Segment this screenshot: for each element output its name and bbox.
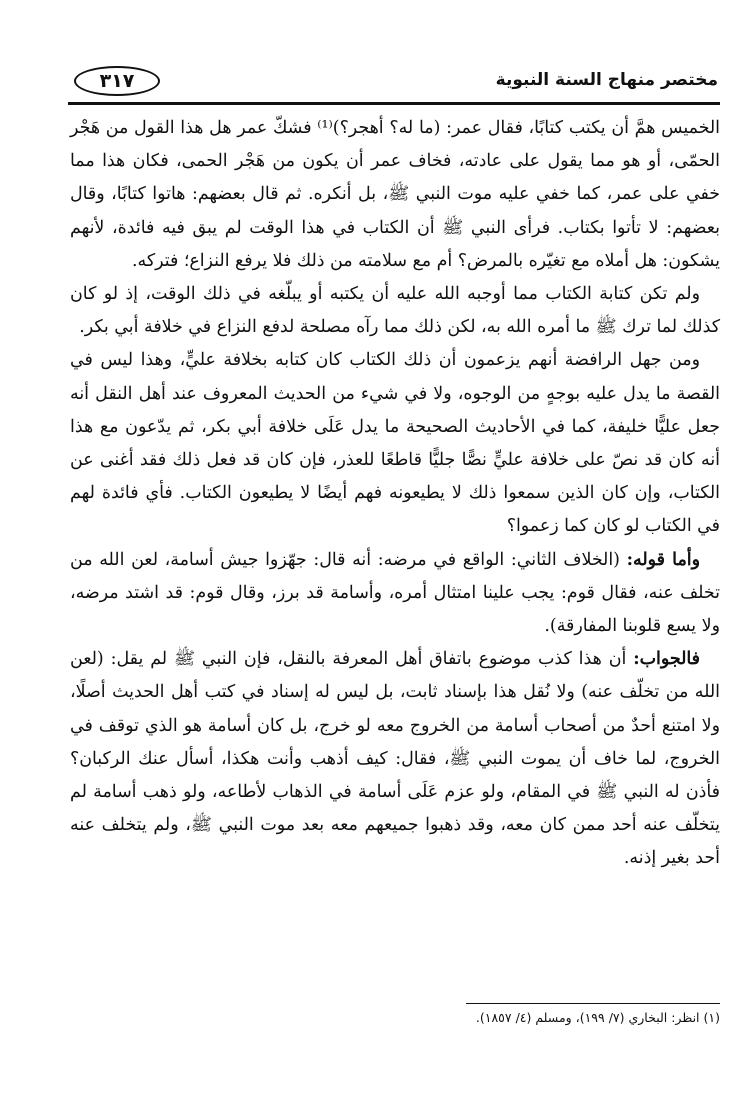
footnote-rule [466,1003,720,1004]
paragraph-text: (الخلاف الثاني: الواقع في مرضه: أنه قال: جهّزوا جيش أسامة، لعن الله من تخلف عنه، فقال قوم: يجب علينا امتثال أمره، وأسامة قد برز، وقال قوم: قد اشتد مرضه، ولا يسع قلوبنا المفارقة). [70,549,720,637]
paragraph-text: أن هذا كذب موضوع باتفاق أهل المعرفة بالنقل، فإن النبي ﷺ لم يقل: (لعن الله من تخلّف عنه) ولا نُقل هذا بإسناد ثابت، بل ليس له إسناد في كتب أهل الحديث أصلًا، ولا امتنع أحدٌ من أصحاب أسامة من الخروج معه لو خرج، بل كان أسامة هو الذي توقف في الخروج، لما خاف أن يموت النبي ﷺ، فقال: كيف أذهب وأنت هكذا، أسأل عنك الركبان؟ فأذن له النبي ﷺ في المقام، ولو عزم عَلَى أسامة في الذهاب لأطاعه، ولو ذهب أسامة لم يتخلّف عنه أحد ممن كان معه، وقد ذهبوا جميعهم معه بعد موت النبي ﷺ، ولم يتخلف عنه أحد بغير إذنه. [70,649,720,869]
book-title: مختصر منهاج السنة النبوية [495,70,718,90]
paragraph [70,278,720,344]
paragraph-lead: وأما قوله: [626,549,700,570]
body-text [70,112,720,876]
paragraph-text: الخميس همَّ أن يكتب كتابًا، فقال عمر: (ما له؟ أهجر؟)⁽¹⁾ فشكّ عمر هل هذا القول من هَجْر الحمّى، أو هو مما يقول على عادته، فخاف عمر أن يكون من هَجْر الحمى، فكان هذا مما خفي على عمر، كما خفي عليه موت النبي ﷺ، بل أنكره. ثم قال بعضهم: هاتوا كتابًا، وقال بعضهم: لا تأتوا بكتاب. فرأى النبي ﷺ أن الكتاب في هذا الوقت لم يبق فيه فائدة، لأنهم يشكون: هل أملاه مع تغيّره بالمرض؟ أم مع سلامته من ذلك فلا يرفع النزاع؛ فتركه. [70,118,720,271]
page-header [70,66,718,102]
paragraph-lead: فالجواب: [633,649,700,670]
paragraph-text: ومن جهل الرافضة أنهم يزعمون أن ذلك الكتاب كان كتابه بخلافة عليٍّ، وهذا ليس في القصة ما يدل عليه بوجهٍ من الوجوه، ولا في شيء من الحديث المعروف عند أهل النقل أنه جعل عليًّا خليفة، كما في الأحاديث الصحيحة ما يدل عَلَى خلافة أبي بكر، ثم يدّعون مع هذا أنه كان قد نصّ على خلافة عليٍّ نصًّا جليًّا قاطعًا للعذر، فإن كان قد فعل ذلك فقد أغنى عن الكتاب، وإن كان الذين سمعوا ذلك لا يطيعونه فهم أيضًا لا يطيعون الكتاب. فأي فائدة لهم في الكتاب لو كان كما زعموا؟ [70,350,720,537]
page-number: ٣١٧ [74,66,160,96]
paragraph [70,643,720,875]
paragraph [70,112,720,278]
footnote: (١) انظر: البخاري (٧/ ١٩٩)، ومسلم (٤/ ١٨٥٧). [475,1010,720,1025]
header-rule [68,102,720,105]
paragraph-text: ولم تكن كتابة الكتاب مما أوجبه الله عليه أن يكتبه أو يبلّغه في ذلك الوقت، إذ لو كان كذلك لما ترك ﷺ ما أمره الله به، لكن ذلك مما رآه مصلحة لدفع النزاع في خلافة أبي بكر. [70,284,720,338]
paragraph [70,544,720,644]
paragraph [70,344,720,543]
